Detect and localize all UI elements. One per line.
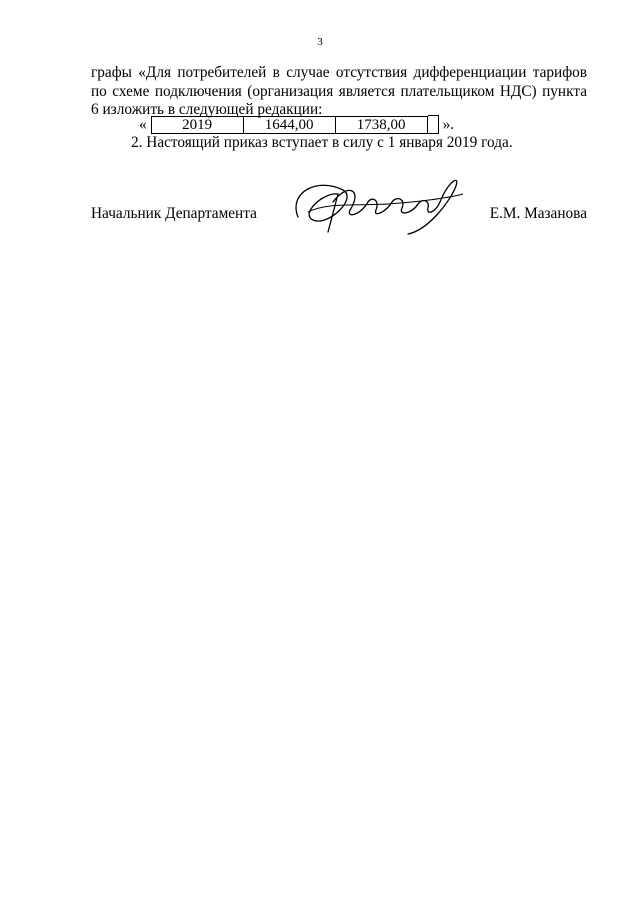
cell-year: 2019 [151,116,243,133]
cell-tariff-2: 1738,00 [335,116,427,133]
open-quote: « [139,115,147,133]
tariff-table [151,116,428,134]
close-quote: ». [442,115,455,133]
tariff-table-row [135,115,458,134]
paragraph-effective-date: 2. Настоящий приказ вступает в силу с 1 января 2019 года. [131,134,513,151]
handwritten-signature [288,172,468,244]
paragraph-amendment: графы «Для потребителей в случае отсутствия дифференциации тарифов по схеме подключения (организация является плательщиком НДС) пункта 6 изложить в следующей редакции: [91,64,587,118]
table-empty-cell [428,115,439,134]
cell-tariff-1: 1644,00 [243,116,335,133]
page-number: 3 [317,36,323,48]
signer-name: Е.М. Мазанова [489,205,587,222]
signer-position: Начальник Департамента [91,205,257,222]
table-row [151,116,427,133]
